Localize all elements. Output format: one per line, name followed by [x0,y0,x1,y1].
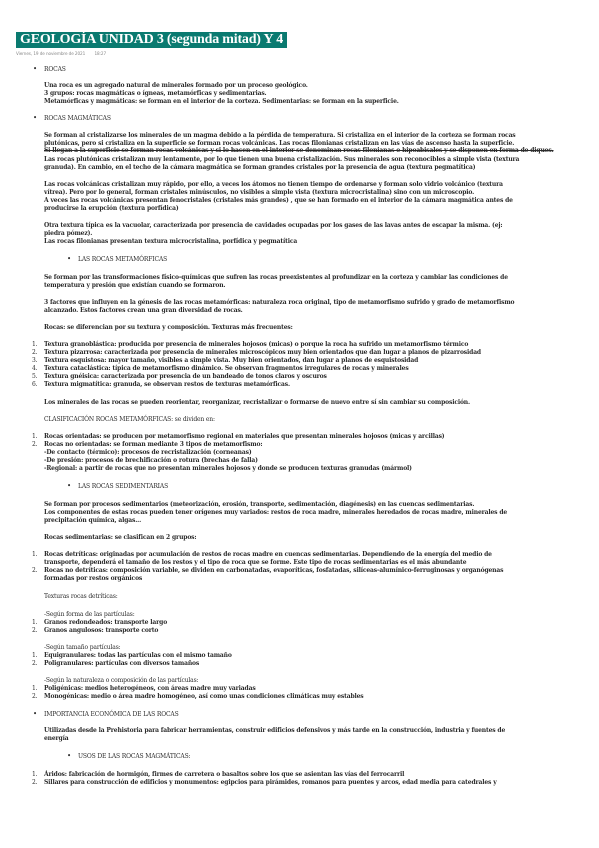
paragraph: granuda). En cambio, en el techo de la cámara magmática se forman grandes cristales por la presencia de agua (textura pegmatítica) [44,164,476,171]
paragraph: Se forman por las transformaciones físico-químicas que sufren las rocas preexistentes al profundizar en la corteza y cambiar las condiciones de [44,274,508,281]
list-item: 1. Textura granoblástica: producida por presencia de minerales hojosos (micas) o porque la roca ha sufrido un metamorfismo térmico [32,341,469,348]
paragraph: Otra textura típica es la vacuolar, caracterizada por presencia de cavidades ocupadas por los gases de las lavas antes de escapar la misma. (ej: [44,222,503,229]
paragraph: plutónicas, pero si cristaliza en la superficie se forman rocas volcánicas. Las rocas filonianas cristalizan en las vías de ascenso hasta la superficie. [44,140,515,147]
section-heading-metamorficas: • LAS ROCAS METAMÓRFICAS [78,256,167,264]
subheading-tamano: -Según tamaño partículas: [44,644,121,651]
list-item-cont: transporte, dependerá el tamaño de los restos y el tipo de roca que se forme. Este tipo de rocas sedimentarias es el más abundante [44,559,467,566]
list-item: 2. Rocas no detríticas: composición variable, se dividen en carbonatadas, evaporíticas, fosfatadas, silíceas-alumínico-ferruginosas y organógenas [32,567,504,574]
note-body[interactable] [0,60,599,840]
paragraph: 3 grupos: rocas magmáticas o ígneas, metamórficas y sedimentarias. [44,90,267,97]
title-bar [16,28,287,48]
list-item: 1. Poligénicas: medios heterogéneos, con áreas madre muy variadas [32,685,256,692]
section-heading-magmaticas: • ROCAS MAGMÁTICAS [44,115,111,123]
list-item: 5. Textura gnéisica: caracterizada por presencia de un bandeado de tonos claros y oscuros [32,373,327,380]
paragraph: Los minerales de las rocas se pueden reorientar, reorganizar, recristalizar o formarse de nuevo entre sí sin cambiar su composición. [44,399,470,406]
paragraph: Las rocas plutónicas cristalizan muy lentamente, por lo que tienen una buena cristalización. Sus minerales son reconocibles a simple vista (textura [44,156,520,163]
list-item: 1. Áridos: fabricación de hormigón, firmes de carretera o basaltos sobre los que se asientan las vías del ferrocarril [32,771,405,778]
paragraph: piedra pómez). [44,230,93,237]
page-title[interactable]: GEOLOGÍA UNIDAD 3 (segunda mitad) Y 4 [16,32,287,48]
list-item: 1. Rocas orientadas: se producen por metamorfismo regional en materiales que presentan minerales hojosos (micas y arcillas) [32,433,445,440]
paragraph: energía [44,735,69,742]
list-item-cont: formadas por restos orgánicos [44,575,143,582]
section-heading-sedimentarias: • LAS ROCAS SEDIMENTARIAS [78,483,168,491]
section-heading-importancia: • IMPORTANCIA ECONÓMICA DE LAS ROCAS [44,711,179,719]
paragraph: alcanzado. Estos factores crean una gran diversidad de rocas. [44,307,243,314]
paragraph: 3 factores que influyen en la génesis de las rocas metamórficas: naturaleza roca original, tipo de metamorfismo sufrido y grado de metamorfismo [44,299,515,306]
list-subitem: -Regional: a partir de rocas que no presentan minerales hojosos y donde se producen texturas granudas (mármol) [44,465,412,472]
paragraph: Se forman por procesos sedimentarios (meteorización, erosión, transporte, sedimentación, diagénesis) en las cuencas sedimentarias. [44,501,475,508]
paragraph: producirse la erupción (textura porfídica) [44,205,179,212]
list-item: 2. Granos angulosos: transporte corto [32,627,159,634]
paragraph: Utilizadas desde la Prehistoria para fabricar herramientas, construir edificios defensivos y más tarde en la construcción, industria y fuentes de [44,727,506,734]
note-time: 18:27 [94,51,107,56]
paragraph: Se forman al cristalizarse los minerales de un magma debido a la pérdida de temperatura. Si cristaliza en el interior de la corteza se forman rocas [44,132,516,139]
section-heading-rocas: • ROCAS [44,66,66,74]
section-heading-usos: • USOS DE LAS ROCAS MAGMÁTICAS: [78,753,190,761]
paragraph: Una roca es un agregado natural de minerales formado por un proceso geológico. [44,82,308,89]
list-item: 2. Sillares para construcción de edificios y monumentos: egipcios para pirámides, romanos para puentes y arcos, edad media para catedrales y [32,779,497,786]
note-metadata [16,51,114,56]
note-date: Viernes, 19 de noviembre de 2021 [16,51,86,56]
paragraph: temperatura y presión que existían cuando se formaron. [44,282,226,289]
paragraph: Las rocas volcánicas cristalizan muy rápido, por ello, a veces los átomos no tienen tiempo de ordenarse y forman solo vidrio volcánico (textura [44,181,503,188]
paragraph: Rocas sedimentarias: se clasifican en 2 grupos: [44,534,197,541]
paragraph: Las rocas filonianas presentan textura microcristalina, porfídica y pegmatítica [44,238,298,245]
list-subitem: -De presión: procesos de brechificación o rotura (brechas de falla) [44,457,258,464]
list-item: 2. Rocas no orientadas: se forman mediante 3 tipos de metamorfismo: [32,441,263,448]
list-item: 1. Granos redondeados: transporte largo [32,619,168,626]
list-item: 2. Poligranulares: partículas con diversos tamaños [32,660,200,667]
paragraph-struck: Si llegan a la superficie se forman rocas volcánicas y si lo hacen en el interior se denominan rocas filonianas o hipoabisales y se disponen en forma de diques. [44,147,554,154]
paragraph: Metamórficas y magmáticas: se forman en el interior de la corteza. Sedimentarias: se forman en la superficie. [44,98,399,105]
paragraph: precipitación química, algas... [44,517,142,524]
list-item: 6. Textura migmatítica: granuda, se observan restos de texturas metamórficas. [32,381,290,388]
paragraph: vítrea). Pero por lo general, forman cristales minúsculos, no visibles a simple vista (textura microcristalina) sino con un microscopio. [44,189,475,196]
paragraph: Los componentes de estas rocas pueden tener orígenes muy variados: restos de roca madre, minerales heredados de rocas madre, minerales de [44,509,508,516]
list-item: 2. Textura pizarrosa: caracterizada por presencia de minerales microscópicos muy bien orientados que dan lugar a planos de pizarrosidad [32,349,481,356]
subheading-naturaleza: -Según la naturaleza o composición de las partículas: [44,677,199,684]
subheading-detriticas: Texturas rocas detríticas: [44,593,118,600]
list-item: 2. Monogénicas: medio o área madre homogéneo, así como unas condiciones climáticas muy estables [32,693,364,700]
list-item: 4. Textura cataclástica: típica de metamorfismo dinámico. Se observan fragmentos irregulares de rocas y minerales [32,365,409,372]
list-item: 1. Rocas detríticas: originadas por acumulación de restos de rocas madre en cuencas sedimentarias. Dependiendo de la energía del medio de [32,551,492,558]
subheading-forma: -Según forma de las partículas: [44,611,135,618]
paragraph: A veces las rocas volcánicas presentan fenocristales (cristales más grandes) , que se han formado en el interior de la cámara magmática antes de [44,197,513,204]
list-item: 1. Equigranulares: todas las partículas con el mismo tamaño [32,652,232,659]
list-subitem: -De contacto (térmico): procesos de recristalización (corneanas) [44,449,252,456]
paragraph: Rocas: se diferencian por su textura y composición. Texturas más frecuentes: [44,324,293,331]
list-item: 3. Textura esquistosa: mayor tamaño, visibles a simple vista. Muy bien orientados, dan lugar a planos de esquistosidad [32,357,419,364]
subheading-clasificacion: CLASIFICACIÓN ROCAS METAMÓRFICAS: se dividen en: [44,416,215,423]
